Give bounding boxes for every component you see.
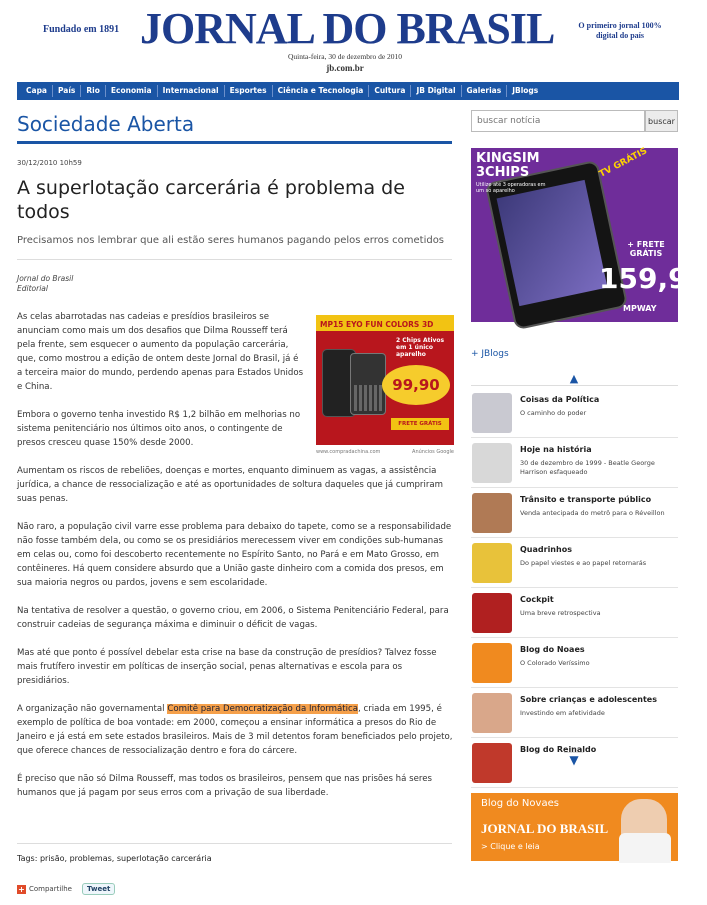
site-logo[interactable]: JORNAL DO BRASIL	[140, 4, 555, 53]
paragraph: Não raro, a população civil varre esse problema para debaixo do tapete, como se a responsabilidade não fosse também dela, ou como se os presidiários merecessem viver em condições sub-humanas em celas ou, como foi descoberto recentemente no Espírito Santo, no Pará e em Mato Grosso, em contêineres. Há quem considere absurdo que a União gaste dinheiro com a comida dos presos, em sua maioria negros ou pardos, jovens e sem escolaridade.	[17, 522, 452, 588]
nav-rio[interactable]: Rio	[81, 85, 106, 97]
divider	[471, 385, 678, 386]
blog-title[interactable]: Quadrinhos	[520, 545, 572, 554]
main-nav	[17, 82, 679, 100]
blog-title[interactable]: Hoje na história	[520, 445, 592, 454]
nav-galerias[interactable]: Galerias	[462, 85, 508, 97]
tags-label: Tags:	[17, 854, 40, 863]
blog-subtitle[interactable]: Uma breve retrospectiva	[520, 609, 601, 617]
ad-line3: Utilize até 3 operadoras em um só aparelho	[476, 182, 546, 194]
masthead	[0, 0, 688, 80]
article-title: A superlotação carcerária é problema de todos	[17, 177, 405, 223]
article-source	[17, 274, 73, 294]
nav-pais[interactable]: País	[53, 85, 81, 97]
share-button[interactable]	[17, 885, 72, 894]
paragraph: Embora o governo tenha investido R$ 1,2 bilhão em melhorias no sistema penitenciário nos últimos oito anos, o contingente de presos cresceu quase 150% desde 2000.	[17, 410, 301, 448]
ad-frete: FRETE GRÁTIS	[391, 418, 449, 430]
article-tags	[17, 854, 212, 863]
blog-item[interactable]	[471, 538, 678, 588]
ad-brand: MPWAY	[623, 304, 657, 313]
blog-title[interactable]: Cockpit	[520, 595, 554, 604]
jblogs-title[interactable]: + JBlogs	[471, 349, 509, 359]
site-url[interactable]: jb.com.br	[326, 63, 364, 73]
ad-chips-text: 2 Chips Ativos em 1 único aparelho	[396, 337, 445, 358]
inline-ad[interactable]	[316, 315, 454, 445]
ad-headline: MP15 EYO FUN COLORS 3D	[316, 315, 454, 331]
byline: Editorial	[17, 284, 48, 293]
nav-internacional[interactable]: Internacional	[158, 85, 225, 97]
blog-title[interactable]: Blog do Noaes	[520, 645, 585, 654]
blog-item[interactable]	[471, 588, 678, 638]
chevron-down-icon[interactable]: ▼	[564, 752, 584, 766]
blog-title[interactable]: Blog do Reinaldo	[520, 745, 597, 754]
blog-subtitle[interactable]: 30 de dezembro de 1999 - Beatle George Harrison esfaqueado	[520, 459, 655, 476]
ad-tv: TV GRÁTIS	[597, 146, 650, 180]
keypad-image	[354, 385, 382, 411]
paragraph: Aumentam os riscos de rebeliões, doenças e mortes, enquanto diminuem as vagas, a assistência jurídica, a chance de ressocialização e até as oportunidades de soltura daqueles que já cumpriram suas penas.	[17, 466, 444, 504]
banner-line2: JORNAL DO BRASIL	[481, 821, 609, 836]
blog-title[interactable]: Coisas da Política	[520, 395, 600, 404]
ad-caption	[316, 445, 454, 459]
chevron-up-icon[interactable]: ▲	[569, 372, 579, 385]
avatar	[472, 543, 512, 583]
ads-by-google[interactable]: Anúncios Google	[412, 449, 454, 455]
person-shirt	[619, 833, 671, 863]
tagline: O primeiro jornal 100% digital do país	[578, 21, 662, 40]
ad-price: 159,90	[599, 262, 707, 295]
blog-subtitle[interactable]: Venda antecipada do metrô para o Réveillon	[520, 509, 665, 517]
sidebar-ad[interactable]	[471, 146, 707, 322]
nav-ciencia[interactable]: Ciência e Tecnologia	[273, 85, 370, 97]
nav-esportes[interactable]: Esportes	[225, 85, 273, 97]
founded-label: Fundado em 1891	[43, 24, 120, 35]
paragraph	[17, 702, 454, 758]
divider	[17, 259, 452, 260]
divider	[17, 843, 452, 844]
cdi-link[interactable]: Comitê para Democratização da Informática	[167, 704, 359, 714]
banner-line3: > Clique e leia	[481, 842, 540, 851]
section-title[interactable]: Sociedade Aberta	[17, 112, 195, 136]
nav-economia[interactable]: Economia	[106, 85, 158, 97]
search-input[interactable]	[471, 110, 645, 132]
blog-item[interactable]	[471, 388, 678, 438]
blog-list	[471, 388, 678, 754]
search-box	[471, 110, 678, 132]
ad-frete: + FRETE GRÁTIS	[627, 240, 665, 258]
plus-icon: +	[18, 884, 25, 894]
ad-line2: 3CHIPS	[476, 165, 530, 180]
article-body	[17, 310, 454, 814]
paragraph: Mas até que ponto é possível debelar esta crise na base da construção de presídios? Talvez fosse mais frutífero investir em políticas de inserção social, penas alternativas e escola para os presidiários.	[17, 648, 437, 686]
nav-capa[interactable]: Capa	[21, 85, 53, 97]
avatar	[472, 743, 512, 783]
blog-title[interactable]: Sobre crianças e adolescentes	[520, 695, 657, 704]
blog-subtitle[interactable]: Investindo em afetividade	[520, 709, 605, 717]
blog-item[interactable]	[471, 438, 678, 488]
avatar	[472, 593, 512, 633]
search-button[interactable]: buscar	[645, 110, 678, 132]
blog-item[interactable]	[471, 688, 678, 738]
section-divider	[17, 141, 452, 144]
nav-jb-digital[interactable]: JB Digital	[411, 85, 461, 97]
article-datetime: 30/12/2010 10h59	[17, 159, 82, 167]
paragraph: Na tentativa de resolver a questão, o governo criou, em 2006, o Sistema Penitenciário Federal, para construir cadeias de segurança máxima e diminuir o déficit de vagas.	[17, 606, 449, 630]
share-bar	[17, 883, 115, 895]
blog-subtitle[interactable]: O caminho do poder	[520, 409, 587, 417]
paragraph-text: , criada em 1995, é exemplo de política de boa vontade: em 2000, começou a ensinar informática a presos do Rio de Janeiro e já está em sete estados brasileiros. Mais de 3 mil detentos foram beneficiados pelo projeto, que oferece chances de ressocialização dentro e fora do cárcere.	[17, 704, 453, 756]
blog-novaes-banner[interactable]	[471, 793, 678, 861]
paragraph-text: A organização não governamental	[17, 704, 168, 714]
ad-price: 99,90	[382, 365, 450, 405]
blog-subtitle[interactable]: Do papel viestes e ao papel retornarás	[520, 559, 647, 567]
avatar	[472, 393, 512, 433]
avatar	[472, 443, 512, 483]
tags-list[interactable]: prisão, problemas, superlotação carcerária	[39, 854, 212, 863]
blog-item[interactable]	[471, 488, 678, 538]
blog-subtitle[interactable]: O Colorado Veríssimo	[520, 659, 590, 667]
nav-cultura[interactable]: Cultura	[369, 85, 411, 97]
header-date: Quinta-feira, 30 de dezembro de 2010	[287, 52, 403, 61]
ad-line1: KINGSIM	[476, 151, 540, 166]
paragraph: As celas abarrotadas nas cadeias e presídios brasileiros se anunciam como mais um dos desafios que Dilma Rousseff terá pela frente, sem esquecer o aumento da população carcerária, que, como mostrou a edição de ontem deste Jornal do Brasil, já é a terceira maior do mundo, perdendo apenas para Estados Unidos e China.	[17, 312, 304, 392]
avatar	[472, 693, 512, 733]
source-name: Jornal do Brasil	[17, 274, 74, 283]
blog-title[interactable]: Trânsito e transporte público	[520, 495, 652, 504]
avatar	[472, 643, 512, 683]
blog-item[interactable]	[471, 638, 678, 688]
article-subtitle: Precisamos nos lembrar que ali estão seres humanos pagando pelos erros cometidos	[17, 235, 445, 246]
ad-url[interactable]: www.compradachina.com	[316, 449, 381, 455]
avatar	[472, 493, 512, 533]
share-label: Compartilhe	[29, 885, 72, 893]
tweet-button[interactable]: Tweet	[82, 883, 115, 895]
paragraph: É preciso que não só Dilma Rousseff, mas todos os brasileiros, pensem que nas prisões há seres humanos que já pagam por seus erros com a privação de sua liberdade.	[17, 774, 433, 798]
nav-jblogs[interactable]: JBlogs	[512, 86, 539, 95]
banner-line1: Blog do Novaes	[481, 798, 559, 809]
